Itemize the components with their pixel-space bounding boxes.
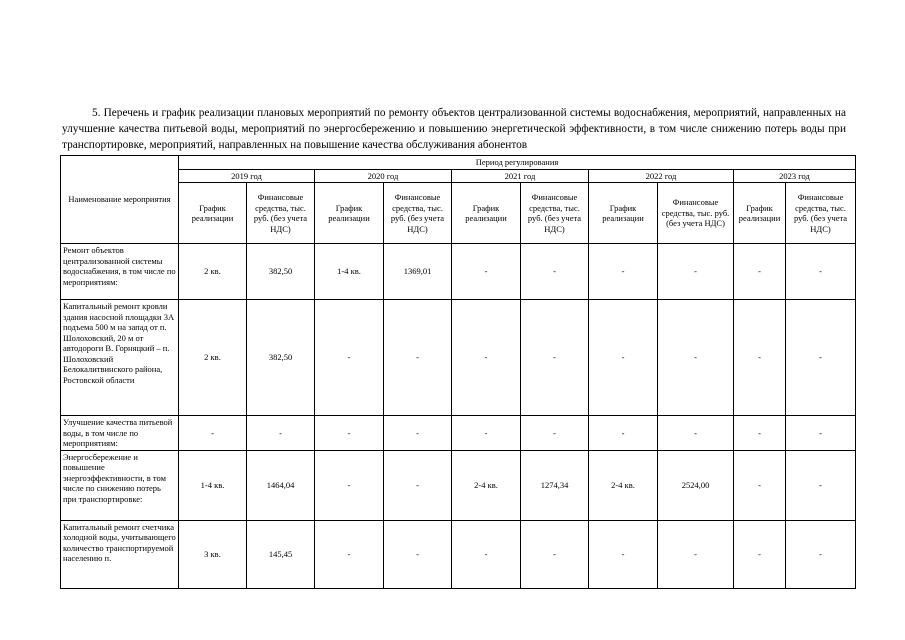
cell: -	[384, 300, 452, 416]
cell: 1-4 кв.	[315, 244, 384, 300]
finance-header: Финансовые средства, тыс. руб. (без учета НДС)	[786, 183, 856, 244]
cell: 2524,00	[658, 450, 734, 520]
table-row	[61, 300, 856, 416]
cell: -	[734, 520, 786, 588]
schedule-header: График реализации	[179, 183, 247, 244]
cell: -	[452, 244, 521, 300]
cell: -	[452, 300, 521, 416]
cell: -	[315, 416, 384, 451]
cell: 382,50	[247, 300, 315, 416]
cell: -	[315, 300, 384, 416]
cell: -	[786, 450, 856, 520]
cell: -	[384, 416, 452, 451]
year-header: 2021 год	[452, 169, 589, 183]
plan-table	[60, 155, 856, 589]
col-header-name: Наименование мероприятия	[61, 156, 179, 244]
table-row	[61, 450, 856, 520]
cell: -	[179, 416, 247, 451]
year-header: 2023 год	[734, 169, 856, 183]
cell: 2-4 кв.	[589, 450, 658, 520]
cell: -	[786, 300, 856, 416]
year-header: 2019 год	[179, 169, 315, 183]
cell: 2 кв.	[179, 300, 247, 416]
cell: -	[589, 244, 658, 300]
cell: -	[734, 300, 786, 416]
cell: -	[589, 300, 658, 416]
cell: 2-4 кв.	[452, 450, 521, 520]
cell: -	[521, 416, 589, 451]
row-name: Улучшение качества питьевой воды, в том числе по мероприятиям:	[61, 416, 179, 451]
cell: -	[521, 520, 589, 588]
period-header: Период регулирования	[179, 156, 856, 170]
cell: 1274,34	[521, 450, 589, 520]
cell: -	[589, 520, 658, 588]
year-header: 2020 год	[315, 169, 452, 183]
finance-header: Финансовые средства, тыс. руб. (без учета НДС)	[247, 183, 315, 244]
cell: -	[658, 300, 734, 416]
cell: 145,45	[247, 520, 315, 588]
cell: 1464,04	[247, 450, 315, 520]
row-name: Энергосбережение и повышение энергоэффективности, в том числе по снижению потерь при транспортировке:	[61, 450, 179, 520]
cell: 382,50	[247, 244, 315, 300]
cell: -	[521, 300, 589, 416]
cell: -	[786, 244, 856, 300]
schedule-header: График реализации	[734, 183, 786, 244]
finance-header: Финансовые средства, тыс. руб. (без учета НДС)	[521, 183, 589, 244]
cell: -	[658, 416, 734, 451]
schedule-header: График реализации	[589, 183, 658, 244]
cell: -	[521, 244, 589, 300]
cell: -	[658, 244, 734, 300]
table-row	[61, 416, 856, 451]
row-name: Ремонт объектов централизованной системы водоснабжения, в том числе по мероприятиям:	[61, 244, 179, 300]
year-header: 2022 год	[589, 169, 734, 183]
cell: -	[658, 520, 734, 588]
cell: -	[384, 450, 452, 520]
cell: -	[589, 416, 658, 451]
cell: 2 кв.	[179, 244, 247, 300]
cell: 1369,01	[384, 244, 452, 300]
cell: -	[786, 520, 856, 588]
table-row	[61, 520, 856, 588]
table-row	[61, 244, 856, 300]
cell: -	[786, 416, 856, 451]
finance-header: Финансовые средства, тыс. руб. (без учета НДС)	[658, 183, 734, 244]
cell: -	[452, 416, 521, 451]
section-heading: 5. Перечень и график реализации плановых мероприятий по ремонту объектов централизованной системы водоснабжения, мероприятий, направленных на улучшение качества питьевой воды, мероприятий по энергосбережению и повышению энергетической эффективности, в том числе снижению потерь воды при транспортировке, мероприятий, направленных на повышение качества обслуживания абонентов	[62, 107, 846, 152]
cell: 3 кв.	[179, 520, 247, 588]
cell: -	[734, 450, 786, 520]
cell: 1-4 кв.	[179, 450, 247, 520]
schedule-header: График реализации	[315, 183, 384, 244]
schedule-header: График реализации	[452, 183, 521, 244]
cell: -	[452, 520, 521, 588]
cell: -	[384, 520, 452, 588]
cell: -	[315, 520, 384, 588]
cell: -	[734, 244, 786, 300]
cell: -	[315, 450, 384, 520]
row-name: Капитальный ремонт кровли здания насосной площадки 3А подъема 500 м на запад от п. Шолоховский, 20 м от автодороги В. Горняцкий – п. Шолоховский Белокалитвинского района, Ростовской области	[61, 300, 179, 416]
finance-header: Финансовые средства, тыс. руб. (без учета НДС)	[384, 183, 452, 244]
cell: -	[734, 416, 786, 451]
cell: -	[247, 416, 315, 451]
row-name: Капитальный ремонт счетчика холодной воды, учитывающего количество транспортируемой населению п.	[61, 520, 179, 588]
